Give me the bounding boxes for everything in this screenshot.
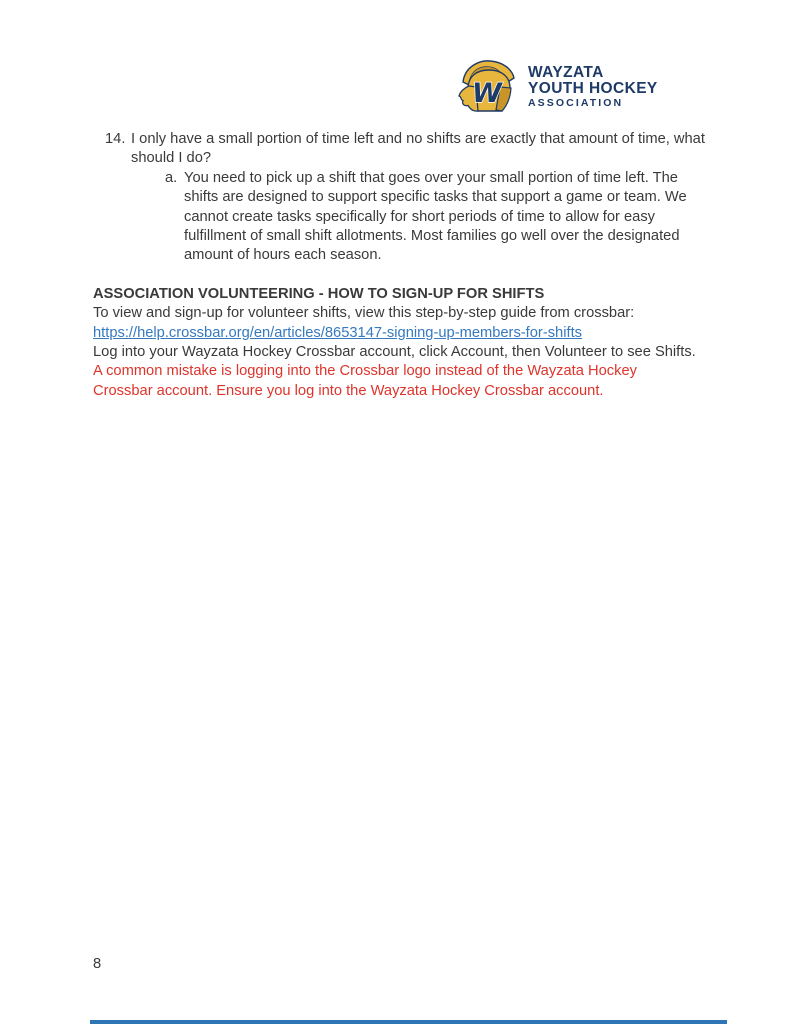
faq-item-14-answer-marker: a. [165, 169, 178, 186]
next-page-blue-bar [90, 1020, 727, 1024]
volunteering-section-heading: ASSOCIATION VOLUNTEERING - HOW TO SIGN-UP FOR SHIFTS [93, 285, 545, 302]
logo-wordmark-line3: ASSOCIATION [528, 97, 624, 109]
volunteering-warning-text: A common mistake is logging into the Crossbar logo instead of the Wayzata Hockey Crossbar account. Ensure you log into the Wayzata Hockey Crossbar account. [93, 363, 637, 399]
faq-item-14-number: 14. [105, 131, 126, 147]
document-content [0, 130, 791, 401]
page-number: 8 [93, 956, 102, 972]
logo-wordmark-line2: YOUTH HOCKEY [528, 80, 658, 97]
volunteering-link-line [93, 324, 743, 343]
wayzata-youth-hockey-logo [455, 59, 658, 117]
faq-item-14-answer [165, 169, 712, 266]
logo-wordmark-line1: WAYZATA [528, 64, 604, 81]
volunteering-login-note: Log into your Wayzata Hockey Crossbar account, click Account, then Volunteer to see Shifts. [93, 344, 696, 361]
crossbar-guide-link[interactable]: https://help.crossbar.org/en/articles/8653147-signing-up-members-for-shifts [93, 324, 582, 341]
trojan-helmet-icon [455, 59, 521, 117]
faq-item-14-answer-text: You need to pick up a shift that goes over your small portion of time left. The shifts are designed to support specific tasks that support a game or team. We cannot create tasks specifically for short periods of time to allow for easy fulfillment of small shift allotments. Most families go well over the designated amount of hours each season. [184, 169, 687, 264]
faq-item-14-question-text: I only have a small portion of time left and no shifts are exactly that amount of time, what should I do? [131, 131, 705, 167]
logo-monogram: W [472, 78, 502, 109]
volunteering-intro: To view and sign-up for volunteer shifts, view this step-by-step guide from crossbar: [93, 305, 635, 322]
faq-item-14-question [105, 130, 711, 169]
logo-wordmark [528, 59, 658, 110]
